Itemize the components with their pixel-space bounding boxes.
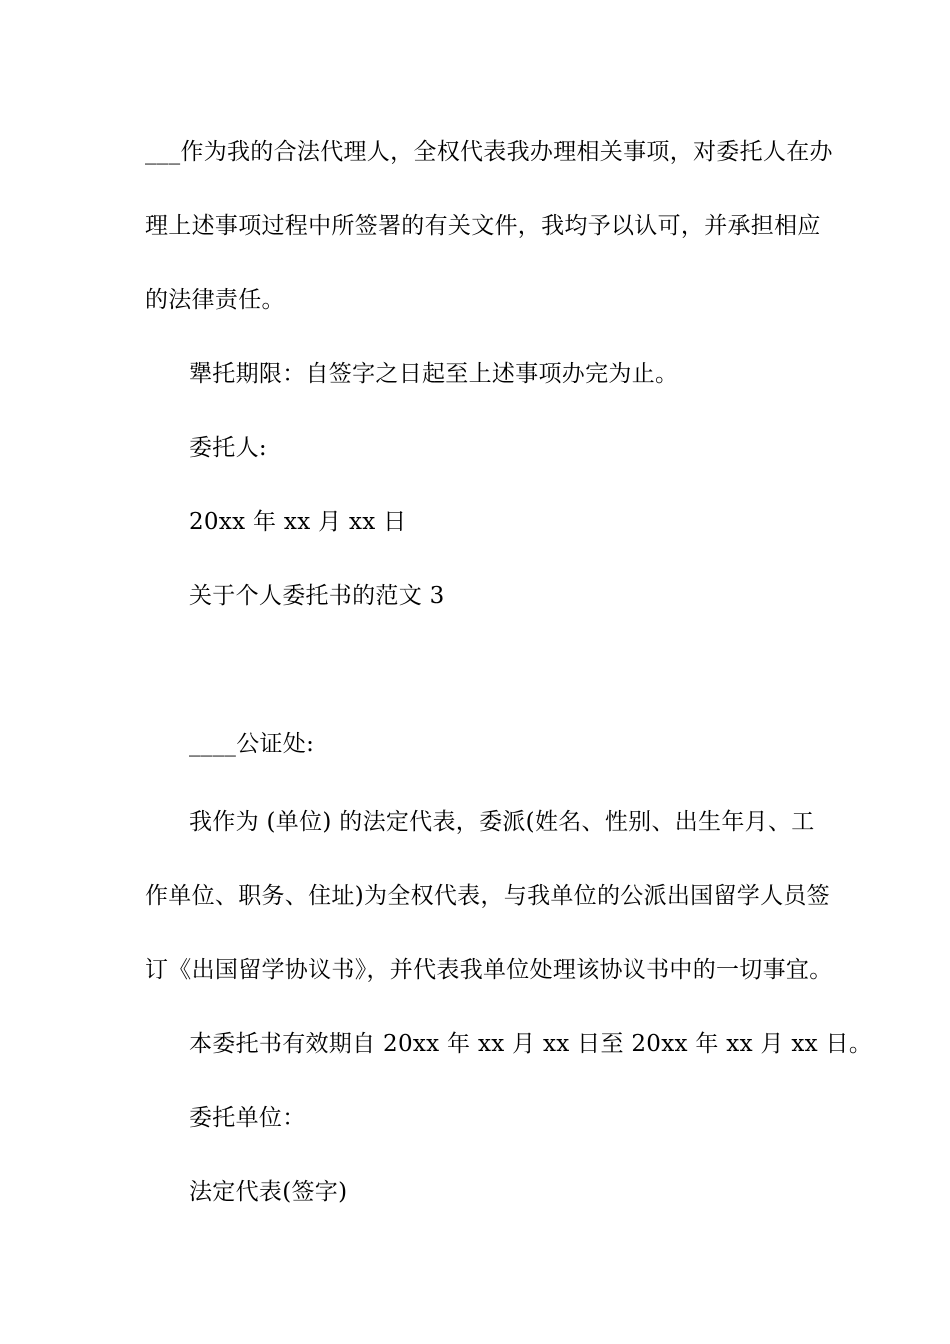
- notary-office-line: ____公证处:: [189, 731, 315, 757]
- body-text-line: 我作为 (单位) 的法定代表，委派(姓名、性别、出生年月、工: [189, 809, 815, 835]
- principal-label: 委托人:: [189, 435, 267, 461]
- entrusting-unit-label: 委托单位：: [189, 1105, 306, 1131]
- validity-period-line: 本委托书有效期自 20xx 年 xx 月 xx 日至 20xx 年 xx 月 xx 日。: [189, 1031, 873, 1057]
- body-text-line: ___作为我的合法代理人，全权代表我办理相关事项，对委托人在办: [145, 139, 833, 165]
- body-text-line: 理上述事项过程中所签署的有关文件，我均予以认可，并承担相应: [145, 213, 821, 239]
- entrust-period-line: 犟托期限：自签字之日起至上述事项办完为止。: [189, 361, 679, 387]
- body-text-line: 订《出国留学协议书》，并代表我单位处理该协议书中的一切事宜。: [145, 957, 833, 983]
- section-title: 关于个人委托书的范文 3: [189, 583, 445, 609]
- legal-representative-signature-label: 法定代表(签字): [189, 1179, 348, 1205]
- date-line: 20xx 年 xx 月 xx 日: [189, 509, 407, 535]
- body-text-line: 的法律责任。: [145, 287, 285, 313]
- body-text-line: 作单位、职务、住址)为全权代表，与我单位的公派出国留学人员签: [145, 883, 830, 909]
